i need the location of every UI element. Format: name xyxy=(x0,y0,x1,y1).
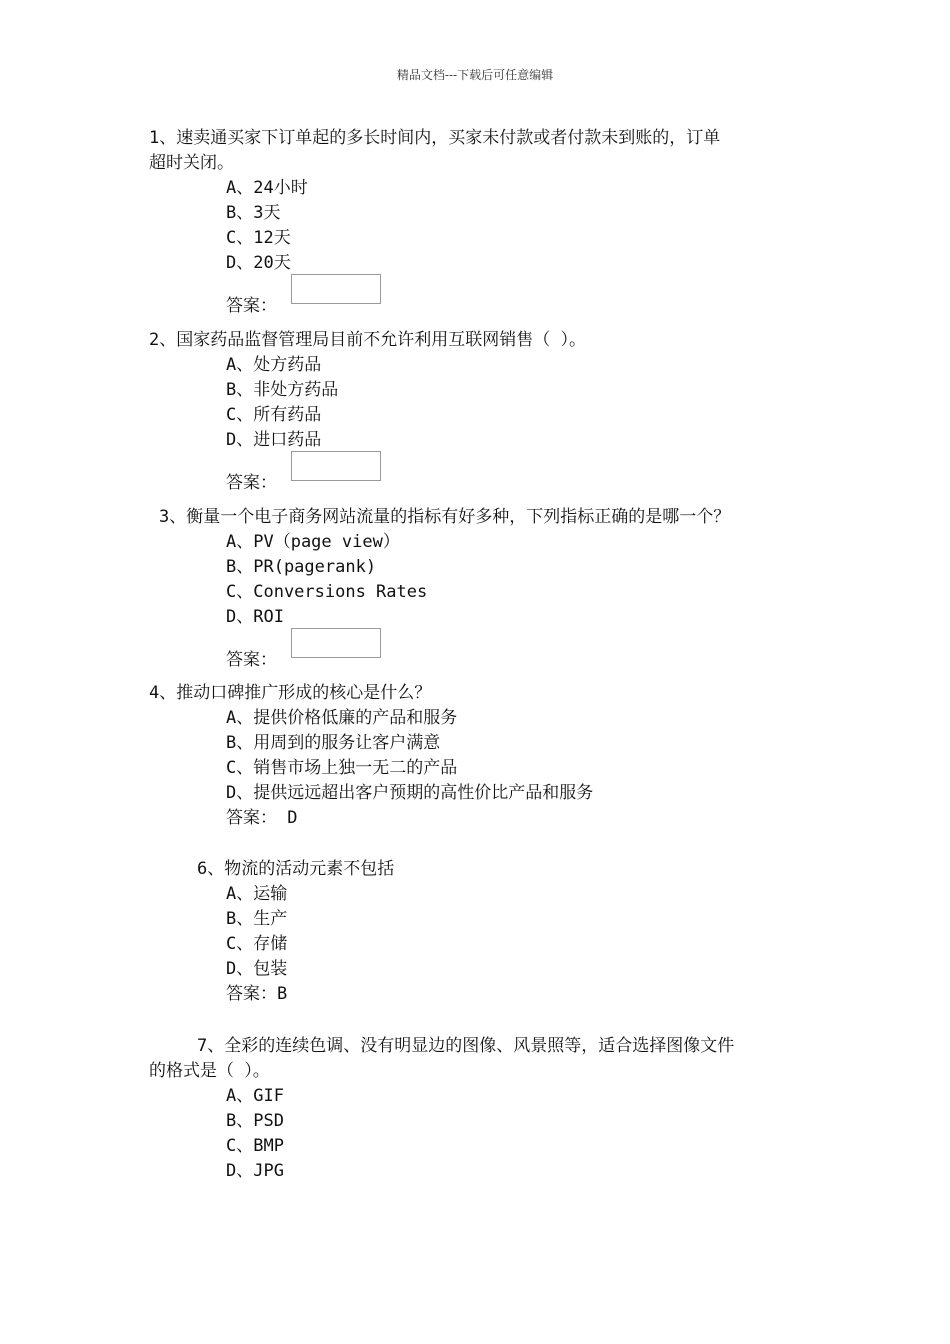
question-6-option-a: A、运输 xyxy=(226,884,288,904)
question-2-option-c: C、所有药品 xyxy=(226,405,322,425)
question-2-stem: 2、国家药品监督管理局目前不允许利用互联网销售（ ）。 xyxy=(149,330,586,350)
question-3-option-c: C、Conversions Rates xyxy=(226,582,428,602)
question-1-option-b: B、3天 xyxy=(226,203,281,223)
question-4-answer: 答案： D xyxy=(226,808,298,828)
question-2-answer-field[interactable] xyxy=(291,451,381,481)
question-3-option-b: B、PR(pagerank) xyxy=(226,557,377,577)
question-1-option-a: A、24小时 xyxy=(226,178,308,198)
question-4-option-d: D、提供远远超出客户预期的高性价比产品和服务 xyxy=(226,783,594,803)
question-6-option-b: B、生产 xyxy=(226,909,288,929)
question-3-option-a: A、PV（page view） xyxy=(226,532,400,552)
question-3-answer-field[interactable] xyxy=(291,628,381,658)
question-7-option-c: C、BMP xyxy=(226,1136,284,1156)
question-6-option-c: C、存储 xyxy=(226,934,288,954)
question-1-answer-label: 答案： xyxy=(226,296,277,316)
question-1-answer-field[interactable] xyxy=(291,274,381,304)
question-2-answer-label: 答案： xyxy=(226,473,277,493)
question-4-option-a: A、提供价格低廉的产品和服务 xyxy=(226,708,458,728)
question-4-option-c: C、销售市场上独一无二的产品 xyxy=(226,758,458,778)
question-6-option-d: D、包装 xyxy=(226,959,288,979)
question-6-stem: 6、物流的活动元素不包括 xyxy=(197,859,395,879)
question-7-option-d: D、JPG xyxy=(226,1161,284,1181)
question-2-option-d: D、进口药品 xyxy=(226,430,322,450)
question-4-option-b: B、用周到的服务让客户满意 xyxy=(226,733,441,753)
question-3-answer-label: 答案： xyxy=(226,650,277,670)
question-4-stem: 4、推动口碑推广形成的核心是什么？ xyxy=(149,683,432,703)
question-7-stem: 7、全彩的连续色调、没有明显边的图像、风景照等，适合选择图像文件 xyxy=(197,1036,735,1056)
question-6-answer: 答案：B xyxy=(226,984,288,1004)
question-1-option-c: C、12天 xyxy=(226,228,291,248)
question-1-stem: 1、速卖通买家下订单起的多长时间内，买家未付款或者付款未到账的，订单 xyxy=(149,128,721,148)
question-2-option-b: B、非处方药品 xyxy=(226,380,339,400)
question-7-option-b: B、PSD xyxy=(226,1111,284,1131)
question-3-option-d: D、ROI xyxy=(226,607,284,627)
question-3-stem: 3、衡量一个电子商务网站流量的指标有好多种，下列指标正确的是哪一个？ xyxy=(159,507,731,527)
question-1-option-d: D、20天 xyxy=(226,253,291,273)
question-7-option-a: A、GIF xyxy=(226,1086,284,1106)
question-2-option-a: A、处方药品 xyxy=(226,355,322,375)
question-7-stem-cont: 的格式是（ ）。 xyxy=(149,1061,270,1081)
page-header: 精品文档---下载后可任意编辑 xyxy=(396,68,554,82)
question-1-stem-cont: 超时关闭。 xyxy=(149,153,234,173)
